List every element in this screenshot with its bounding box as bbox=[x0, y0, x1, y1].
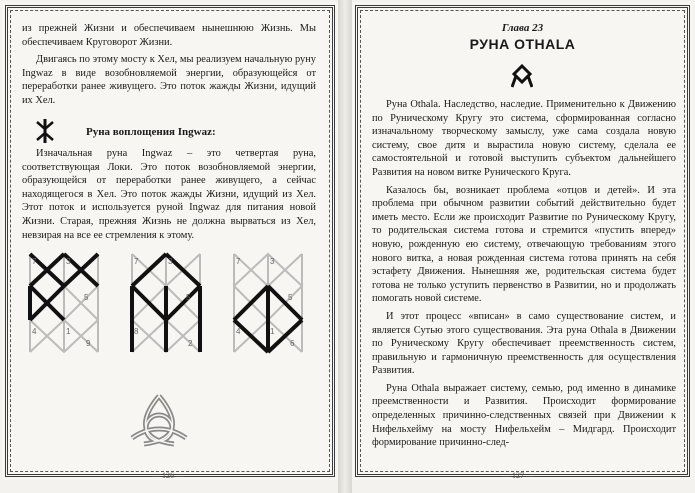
grid-digit: 5 bbox=[186, 293, 191, 302]
rune-grid-1 bbox=[24, 250, 104, 356]
grid-digit: 7 bbox=[134, 257, 139, 266]
left-text-top bbox=[22, 22, 316, 112]
grid-digit: 3 bbox=[66, 257, 71, 266]
grid-digit: 4 bbox=[32, 327, 37, 336]
grid-digit: 2 bbox=[188, 339, 193, 348]
right-text bbox=[372, 98, 676, 454]
rune-grid-2 bbox=[126, 250, 206, 356]
page-number: — 126 — bbox=[152, 471, 184, 480]
left-page bbox=[2, 2, 338, 480]
grid-digit: 1 bbox=[66, 327, 71, 336]
grid-digit: 5 bbox=[84, 293, 89, 302]
grid-digit: 1 bbox=[270, 327, 275, 336]
chapter-label: Глава 23 bbox=[501, 22, 544, 34]
grid-digit: 3 bbox=[270, 257, 275, 266]
grid-digit: 7 bbox=[32, 257, 37, 266]
left-text-bottom bbox=[22, 147, 316, 246]
triquetra-knot-icon bbox=[124, 390, 194, 452]
book-gutter bbox=[338, 0, 352, 493]
rune-heading-block bbox=[22, 119, 316, 145]
paragraph: Двигаясь по этому мосту к Хел, мы реализуем начальную руну Ingwaz в виде возобновляемой энергии, образующейся от переработки ранее живущего. Это поток жажды Жизни, идущий их Хел. bbox=[22, 54, 316, 106]
rune-grid-diagrams bbox=[24, 250, 316, 360]
grid-digit: 6 bbox=[290, 339, 295, 348]
grid-digit: 3 bbox=[168, 257, 173, 266]
ingwaz-rune-icon bbox=[34, 119, 56, 143]
page-title: РУНА OTHALA bbox=[469, 36, 576, 52]
rune-heading: Руна воплощения Ingwaz: bbox=[86, 126, 216, 138]
rune-grid-3 bbox=[228, 250, 308, 356]
paragraph: из прежней Жизни и обеспечиваем нынешнюю Жизнь. Мы обеспечиваем Круговорот Жизни. bbox=[22, 23, 316, 48]
paragraph: Казалось бы, возникает проблема «отцов и детей». И эта проблема при обычном развитии событий действительно будет иметь место. Если же происходит Развитие по Руническому Кругу, то родительская система готова и стремится «пустить вперед» новую, рожденную ею систему, отвечающую требованиям этого нового витка, а новая рожденная система готова принять на себя эстафету Движения. Нынешняя же, родительская система будет готова не только уступить первенство в Развитии, но и продолжать помогать новой системе. bbox=[372, 184, 676, 305]
othala-rune-icon bbox=[511, 64, 533, 88]
paragraph: Изначальная руна Ingwaz – это четвертая руна, соответствующая Локи. Это поток возобновляемой энергии, образующейся от переработки ранее живущего, а сейчас находящегося в Хел. Это поток жажды Жизни, идущий из Хел. Этот поток и используется руной Ingwaz для питания новой Жизни. Старая, прежняя Жизнь не должна вырваться из Хел, невзирая на все ее стремления к этому. bbox=[22, 148, 316, 241]
grid-digit: 8 bbox=[134, 327, 139, 336]
page-number: — 127 — bbox=[502, 471, 534, 480]
grid-digit: 7 bbox=[236, 257, 241, 266]
right-page bbox=[352, 2, 693, 480]
grid-digit: 5 bbox=[288, 293, 293, 302]
paragraph: Руна Othala выражает систему, семью, род именно в динамике преемственности и Развития. Происходит формирование определенных причинно-следственных связей при Движении к Нифельхейму на мосту Нифельхейм – Мидгард. Происходит формирование причинно-след- bbox=[372, 382, 676, 449]
grid-digit: 9 bbox=[86, 339, 91, 348]
grid-digit: 4 bbox=[236, 327, 241, 336]
paragraph: Руна Othala. Наследство, наследие. Применительно к Движению по Руническому Кругу это система, сформированная согласно изначальному творческому замыслу, уже сама создала новую систему, свое дитя и вырастила новую систему, сделала ее самостоятельной и готовой выступить субъектом дальнейшего Развития на новом витке Рунического Круга. bbox=[372, 99, 676, 178]
paragraph: И этот процесс «вписан» в само существование систем, и является Сутью этого существования. Эта руна Othala в Движении по Руническому Кругу обеспечивает преемственность систем, правильную и гармоничную преемственность для осуществления Развития. bbox=[372, 310, 676, 377]
